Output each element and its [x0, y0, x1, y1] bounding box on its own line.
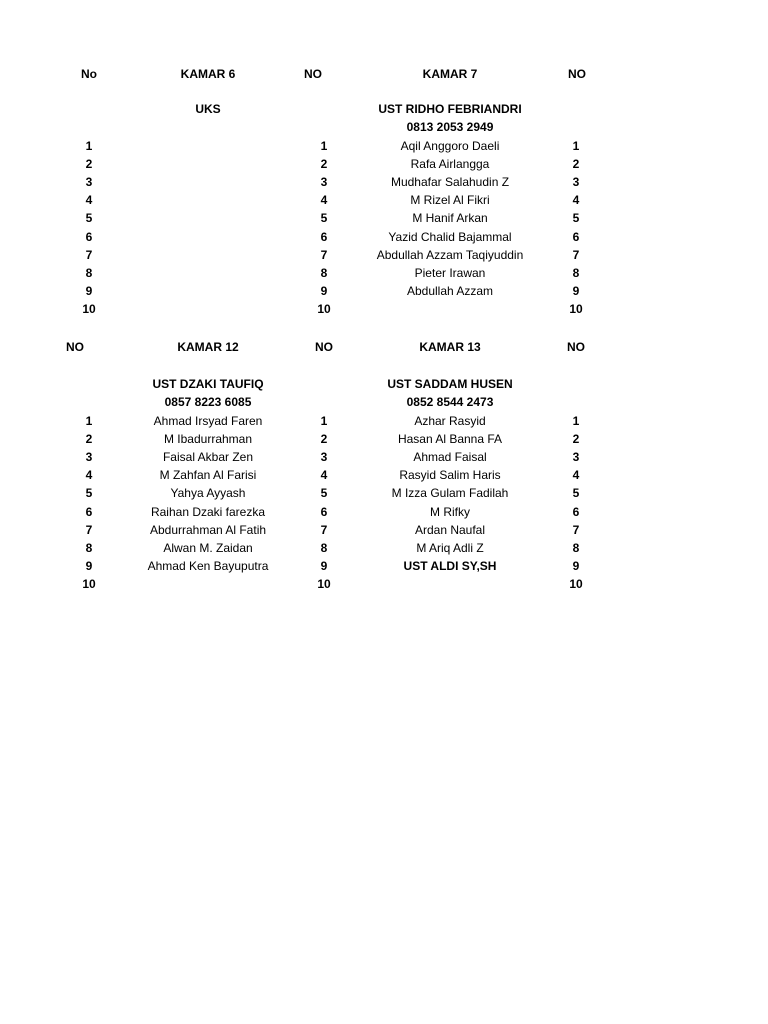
bottom-row-number-right: 7	[572, 522, 580, 537]
top-resident-right: M Hanif Arkan	[412, 211, 488, 226]
top-resident-right: Abdullah Azzam Taqiyuddin	[376, 247, 524, 262]
top-resident-right: Mudhafar Salahudin Z	[390, 174, 510, 189]
bottom-no-header-middle: NO	[315, 340, 333, 354]
top-row-number-left: 2	[85, 156, 93, 171]
bottom-resident-right: M Ariq Adli Z	[416, 540, 484, 555]
top-row-number-middle: 6	[320, 229, 328, 244]
top-resident-left	[108, 191, 308, 209]
bottom-row-number-middle: 2	[320, 431, 328, 446]
top-right-supervisor: UST RIDHO FEBRIANDRI	[378, 102, 522, 116]
top-left-phone	[108, 118, 308, 136]
top-row-number-middle: 9	[320, 284, 328, 299]
top-resident-right: Aqil Anggoro Daeli	[400, 138, 500, 153]
bottom-row-number-left: 10	[82, 577, 96, 592]
bottom-row-number-middle: 3	[320, 449, 328, 464]
top-resident-right: M Rizel Al Fikri	[410, 193, 490, 208]
bottom-row-number-middle: 4	[320, 468, 328, 483]
top-row-number-middle: 4	[320, 193, 328, 208]
bottom-row-number-left: 8	[85, 540, 93, 555]
top-no-header-left: No	[81, 67, 97, 81]
bottom-resident-right: M Rifky	[430, 504, 470, 519]
top-row-number-left: 7	[85, 247, 93, 262]
bottom-row-number-right: 3	[572, 449, 580, 464]
bottom-resident-left: Ahmad Ken Bayuputra	[147, 559, 269, 574]
top-row-number-right: 9	[572, 284, 580, 299]
bottom-left-phone: 0857 8223 6085	[164, 395, 252, 409]
top-row-number-middle: 10	[317, 302, 331, 317]
top-resident-left	[108, 209, 308, 227]
bottom-resident-right: Azhar Rasyid	[414, 413, 486, 428]
bottom-row-number-left: 4	[85, 468, 93, 483]
bottom-row-number-middle: 8	[320, 540, 328, 555]
top-resident-right: Yazid Chalid Bajammal	[388, 229, 512, 244]
bottom-row-number-right: 6	[572, 504, 580, 519]
top-row-number-right: 3	[572, 174, 580, 189]
bottom-resident-right: UST ALDI SY,SH	[403, 559, 497, 574]
top-row-number-middle: 8	[320, 265, 328, 280]
top-resident-right: Abdullah Azzam	[406, 284, 494, 299]
top-row-number-right: 8	[572, 265, 580, 280]
bottom-row-number-middle: 10	[317, 577, 331, 592]
bottom-row-number-left: 1	[85, 413, 93, 428]
top-resident-left	[108, 137, 308, 155]
top-resident-left	[108, 264, 308, 282]
top-row-number-left: 10	[82, 302, 96, 317]
bottom-row-number-right: 5	[572, 486, 580, 501]
top-resident-left	[108, 228, 308, 246]
bottom-resident-left: M Ibadurrahman	[163, 431, 253, 446]
top-row-number-middle: 3	[320, 174, 328, 189]
bottom-row-number-right: 1	[572, 413, 580, 428]
bottom-resident-right	[340, 575, 560, 593]
bottom-row-number-right: 4	[572, 468, 580, 483]
top-resident-left	[108, 155, 308, 173]
top-row-number-right: 4	[572, 193, 580, 208]
bottom-resident-left	[108, 575, 308, 593]
bottom-resident-right: Ahmad Faisal	[413, 449, 487, 464]
top-row-number-right: 1	[572, 138, 580, 153]
bottom-row-number-left: 7	[85, 522, 93, 537]
bottom-right-supervisor: UST SADDAM HUSEN	[387, 377, 513, 391]
bottom-resident-left: Yahya Ayyash	[170, 486, 246, 501]
bottom-resident-right: Ardan Naufal	[414, 522, 486, 537]
top-row-number-middle: 2	[320, 156, 328, 171]
top-row-number-left: 3	[85, 174, 93, 189]
top-resident-right: Rafa Airlangga	[410, 156, 490, 171]
bottom-resident-right: Rasyid Salim Haris	[399, 468, 501, 483]
top-room-header-left: KAMAR 6	[180, 67, 236, 81]
bottom-row-number-left: 6	[85, 504, 93, 519]
top-row-number-right: 10	[569, 302, 583, 317]
top-row-number-left: 6	[85, 229, 93, 244]
bottom-room-header-left: KAMAR 12	[177, 340, 239, 354]
bottom-resident-left: M Zahfan Al Farisi	[159, 468, 257, 483]
bottom-resident-right: M Izza Gulam Fadilah	[391, 486, 509, 501]
bottom-row-number-left: 9	[85, 559, 93, 574]
bottom-resident-left: Faisal Akbar Zen	[162, 449, 254, 464]
bottom-row-number-middle: 6	[320, 504, 328, 519]
top-left-supervisor: UKS	[195, 102, 221, 116]
bottom-row-number-middle: 9	[320, 559, 328, 574]
bottom-row-number-left: 3	[85, 449, 93, 464]
top-resident-right: Pieter Irawan	[414, 265, 486, 280]
bottom-no-header-right: NO	[567, 340, 585, 354]
top-resident-left	[108, 300, 308, 318]
top-row-number-middle: 5	[320, 211, 328, 226]
top-row-number-right: 5	[572, 211, 580, 226]
bottom-row-number-middle: 1	[320, 413, 328, 428]
top-row-number-right: 7	[572, 247, 580, 262]
top-resident-left	[108, 246, 308, 264]
bottom-row-number-left: 2	[85, 431, 93, 446]
top-right-phone: 0813 2053 2949	[406, 120, 494, 134]
top-row-number-middle: 1	[320, 138, 328, 153]
bottom-row-number-middle: 5	[320, 486, 328, 501]
top-resident-left	[108, 173, 308, 191]
bottom-row-number-left: 5	[85, 486, 93, 501]
top-row-number-left: 8	[85, 265, 93, 280]
top-row-number-left: 5	[85, 211, 93, 226]
top-resident-left	[108, 282, 308, 300]
bottom-resident-left: Ahmad Irsyad Faren	[153, 413, 263, 428]
bottom-resident-left: Raihan Dzaki farezka	[150, 504, 266, 519]
bottom-row-number-middle: 7	[320, 522, 328, 537]
bottom-resident-left: Abdurrahman Al Fatih	[149, 522, 267, 537]
top-no-header-right: NO	[568, 67, 586, 81]
bottom-row-number-right: 2	[572, 431, 580, 446]
bottom-row-number-right: 8	[572, 540, 580, 555]
bottom-resident-right: Hasan Al Banna FA	[397, 431, 503, 446]
bottom-left-supervisor: UST DZAKI TAUFIQ	[152, 377, 264, 391]
top-no-header-middle: NO	[304, 67, 322, 81]
top-row-number-right: 6	[572, 229, 580, 244]
top-resident-right	[340, 300, 560, 318]
top-row-number-right: 2	[572, 156, 580, 171]
top-row-number-left: 9	[85, 284, 93, 299]
bottom-right-phone: 0852 8544 2473	[406, 395, 494, 409]
bottom-no-header-left: NO	[66, 340, 84, 354]
bottom-row-number-right: 10	[569, 577, 583, 592]
bottom-row-number-right: 9	[572, 559, 580, 574]
top-row-number-left: 1	[85, 138, 93, 153]
top-row-number-middle: 7	[320, 247, 328, 262]
bottom-room-header-right: KAMAR 13	[419, 340, 481, 354]
top-row-number-left: 4	[85, 193, 93, 208]
bottom-resident-left: Alwan M. Zaidan	[163, 540, 253, 555]
top-room-header-right: KAMAR 7	[422, 67, 478, 81]
